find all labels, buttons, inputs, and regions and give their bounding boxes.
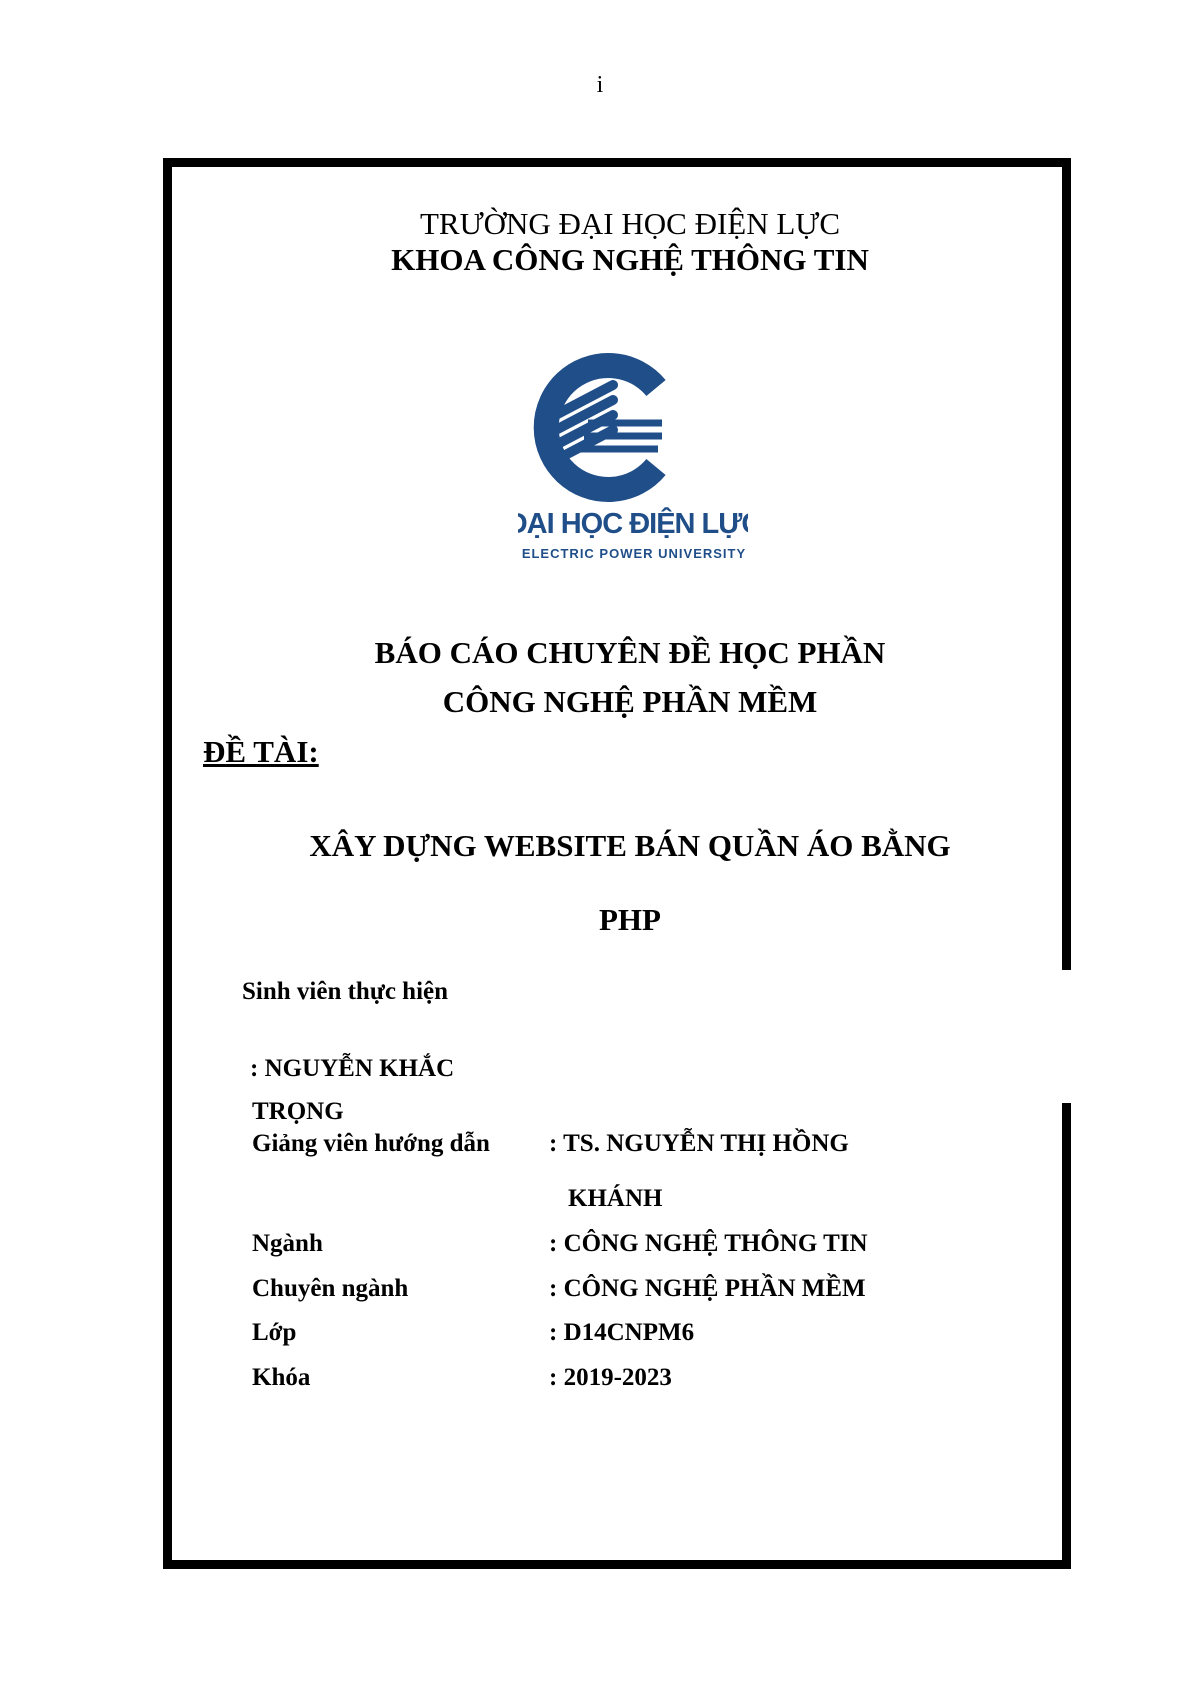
cover-frame-top bbox=[163, 158, 1071, 167]
specialization-value: : CÔNG NGHỆ PHẦN MỀM bbox=[549, 1275, 866, 1302]
logo-title: ĐẠI HỌC ĐIỆN LỰC bbox=[518, 508, 748, 540]
advisor-label: Giảng viên hướng dẫn bbox=[252, 1130, 490, 1157]
major-label: Ngành bbox=[252, 1230, 323, 1257]
faculty-name: KHOA CÔNG NGHỆ THÔNG TIN bbox=[391, 242, 869, 277]
student-label: Sinh viên thực hiện bbox=[242, 978, 449, 1005]
project-title-line1: XÂY DỰNG WEBSITE BÁN QUẦN ÁO BẰNG bbox=[309, 828, 951, 863]
class-value: : D14CNPM6 bbox=[549, 1319, 695, 1346]
cohort-label: Khóa bbox=[252, 1364, 311, 1391]
report-title-line2: CÔNG NGHỆ PHẦN MỀM bbox=[442, 684, 818, 719]
student-value-line1: : NGUYỄN KHẮC bbox=[250, 1055, 455, 1082]
logo-subtitle: ELECTRIC POWER UNIVERSITY bbox=[521, 546, 747, 561]
advisor-value-line1: : TS. NGUYỄN THỊ HỒNG bbox=[549, 1130, 849, 1157]
project-title-line2: PHP bbox=[599, 902, 661, 937]
report-title-line1: BÁO CÁO CHUYÊN ĐỀ HỌC PHẦN bbox=[374, 635, 886, 670]
advisor-value-line2: KHÁNH bbox=[568, 1185, 663, 1212]
specialization-label: Chuyên ngành bbox=[252, 1275, 409, 1302]
university-name: TRƯỜNG ĐẠI HỌC ĐIỆN LỰC bbox=[419, 206, 841, 241]
class-label: Lớp bbox=[252, 1319, 297, 1346]
student-value-line2: TRỌNG bbox=[252, 1098, 344, 1125]
cover-frame-bottom bbox=[163, 1560, 1071, 1569]
university-logo bbox=[518, 345, 748, 565]
page-number: i bbox=[596, 72, 604, 98]
topic-label: ĐỀ TÀI: bbox=[203, 734, 319, 769]
major-value: : CÔNG NGHỆ THÔNG TIN bbox=[549, 1230, 868, 1257]
cover-frame-right-lower bbox=[1062, 1103, 1071, 1569]
cohort-value: : 2019-2023 bbox=[549, 1364, 672, 1391]
university-logo-icon bbox=[518, 345, 748, 565]
